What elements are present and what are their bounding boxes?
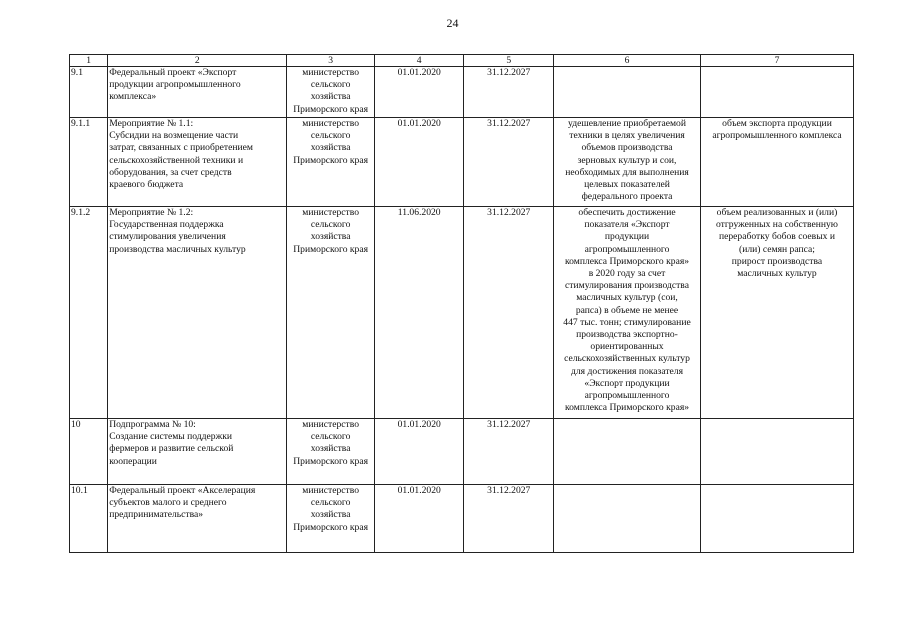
header-col-2: 2 [108, 55, 287, 67]
row-start-date: 11.06.2020 [374, 207, 464, 419]
row-indicator [700, 485, 853, 553]
header-col-7: 7 [700, 55, 853, 67]
row-number: 9.1.1 [70, 118, 108, 207]
row-number: 9.1.2 [70, 207, 108, 419]
table-row [70, 485, 854, 553]
header-col-4: 4 [374, 55, 464, 67]
row-indicator: объем экспорта продукции агропромышленного комплекса [700, 118, 853, 207]
table-row [70, 67, 854, 118]
table-row [70, 118, 854, 207]
row-result: удешевление приобретаемой техники в целях увеличения объемов производства зерновых культур и сои, необходимых для выполнения целевых показателей федерального проекта [554, 118, 701, 207]
header-col-5: 5 [464, 55, 554, 67]
row-end-date: 31.12.2027 [464, 118, 554, 207]
row-end-date: 31.12.2027 [464, 207, 554, 419]
row-start-date: 01.01.2020 [374, 118, 464, 207]
row-name: Подпрограмма № 10: Создание системы поддержки фермеров и развитие сельской кооперации [108, 419, 287, 485]
row-start-date: 01.01.2020 [374, 419, 464, 485]
row-end-date: 31.12.2027 [464, 67, 554, 118]
row-number: 10.1 [70, 485, 108, 553]
row-name: Федеральный проект «Экспорт продукции агропромышленного комплекса» [108, 67, 287, 118]
row-end-date: 31.12.2027 [464, 419, 554, 485]
row-name: Мероприятие № 1.2: Государственная поддержка стимулирования увеличения производства масличных культур [108, 207, 287, 419]
row-executor: министерство сельского хозяйства Приморского края [287, 485, 375, 553]
row-name: Мероприятие № 1.1: Субсидии на возмещение части затрат, связанных с приобретением сельскохозяйственной техники и оборудования, за счет средств краевого бюджета [108, 118, 287, 207]
row-indicator [700, 419, 853, 485]
row-indicator: объем реализованных и (или) отгруженных на собственную переработку бобов соевых и (или) семян рапса; прирост производства масличных культур [700, 207, 853, 419]
row-executor: министерство сельского хозяйства Приморского края [287, 419, 375, 485]
table-row [70, 419, 854, 485]
row-executor: министерство сельского хозяйства Приморского края [287, 207, 375, 419]
program-table [69, 54, 854, 553]
row-start-date: 01.01.2020 [374, 67, 464, 118]
header-row [70, 55, 854, 67]
row-start-date: 01.01.2020 [374, 485, 464, 553]
row-result [554, 67, 701, 118]
row-result [554, 485, 701, 553]
row-number: 10 [70, 419, 108, 485]
row-executor: министерство сельского хозяйства Приморского края [287, 67, 375, 118]
table-row [70, 207, 854, 419]
row-name: Федеральный проект «Акселерация субъектов малого и среднего предпринимательства» [108, 485, 287, 553]
row-number: 9.1 [70, 67, 108, 118]
header-col-1: 1 [70, 55, 108, 67]
page-number: 24 [446, 16, 459, 30]
row-indicator [700, 67, 853, 118]
header-col-3: 3 [287, 55, 375, 67]
header-col-6: 6 [554, 55, 701, 67]
row-end-date: 31.12.2027 [464, 485, 554, 553]
row-executor: министерство сельского хозяйства Приморского края [287, 118, 375, 207]
row-result: обеспечить достижение показателя «Экспорт продукции агропромышленного комплекса Приморского края» в 2020 году за счет стимулирования производства масличных культур (сои, рапса) в объеме не менее 447 тыс. тонн; стимулирование производства экспортно- ориентированных сельскохозяйственных культур для достижения показателя «Экспорт продукции агропромышленного комплекса Приморского края» [554, 207, 701, 419]
row-result [554, 419, 701, 485]
